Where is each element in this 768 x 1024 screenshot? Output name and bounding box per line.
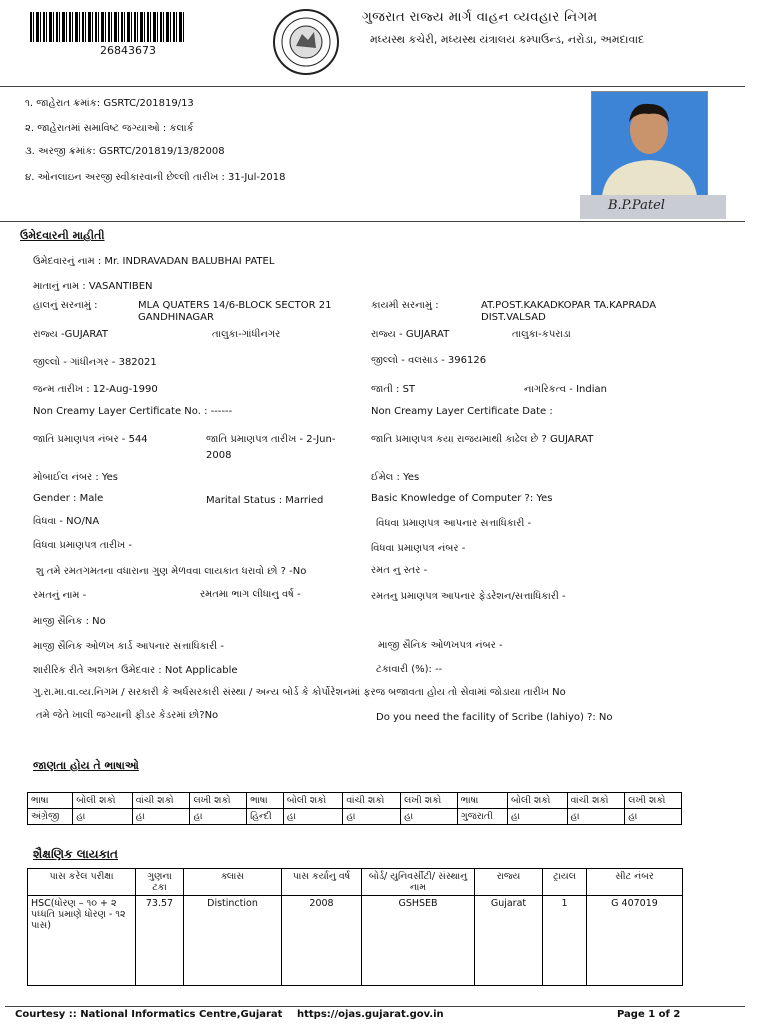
- table-cell: પાસ કરેલ પરીક્ષા: [28, 869, 136, 896]
- permanent-address-label: કાયમી સરનામું :: [371, 300, 439, 311]
- caste: જાતી : ST: [371, 384, 416, 395]
- caste-certificate-date-2: 2008: [206, 450, 232, 461]
- table-cell: વાંચી શકો: [343, 793, 401, 809]
- table-row: [28, 896, 683, 986]
- gender: Gender : Male: [33, 493, 104, 504]
- sports-qualification: શુ તમે રમતગમતના વધારાના ગુણ મેળવવા લાયકાત ધરાવો છો ? -No: [36, 566, 307, 577]
- header-divider: [0, 86, 745, 87]
- education-table: [27, 868, 683, 986]
- table-cell: સીટ નંબર: [587, 869, 683, 896]
- footer-divider: [5, 1006, 745, 1007]
- signature-text: B.P.Patel: [608, 198, 665, 213]
- languages-table: [27, 792, 682, 825]
- widow-certificate-number: વિધવા પ્રમાણપત્ર નંબર -: [371, 543, 466, 554]
- application-number: ૩. અરજી ક્રમાંક: GSRTC/201819/13/82008: [25, 146, 225, 157]
- sports-level: રમત નુ સ્તર -: [371, 565, 428, 576]
- table-cell: રાજ્ય: [475, 869, 543, 896]
- org-address: મધ્યસ્થ કચેરી, મધ્યસ્થ યંત્રાલય કમ્પાઉન્ડ, નરોડા, અમદાવાદ: [370, 33, 645, 46]
- permanent-taluka: તાલુકા-કપરાડા: [512, 329, 571, 340]
- ncl-certificate-date: Non Creamy Layer Certificate Date :: [371, 406, 553, 417]
- permanent-address-line1: AT.POST.KAKADKOPAR TA.KAPRADA: [481, 300, 657, 311]
- disability-percentage: ટકાવારી (%): --: [376, 664, 443, 675]
- table-cell: હા: [190, 809, 247, 825]
- ex-serviceman: માજી સૈનિક : No: [33, 616, 106, 627]
- section-divider: [0, 221, 745, 222]
- caste-certificate-number: જાતિ પ્રમાણપત્ર નંબર - 544: [33, 434, 148, 445]
- advert-posts: ૨. જાહેરાતમાં સમાવિષ્ટ જગ્યાઓ : કલાર્ક: [25, 123, 194, 134]
- table-cell: Gujarat: [475, 896, 543, 986]
- table-cell: G 407019: [587, 896, 683, 986]
- table-cell: હા: [567, 809, 625, 825]
- footer-courtesy: Courtesy :: National Informatics Centre,Gujarat: [15, 1009, 283, 1020]
- table-cell: ભાષા: [247, 793, 284, 809]
- candidate-section-title: ઉમેદવારની માહીતી: [20, 229, 105, 242]
- candidate-signature: [580, 195, 726, 219]
- widow-certificate-authority: વિધવા પ્રમાણપત્ર આપનાર સત્તાધિકારી -: [376, 518, 532, 529]
- table-cell: 2008: [282, 896, 362, 986]
- table-cell: HSC(ધોરણ – ૧૦ + ૨ પધ્ધતિ પ્રમાણે ધોરણ - ૧૨ પાસ): [28, 896, 136, 986]
- education-section-title: શૈક્ષણિક લાયકાત: [33, 847, 118, 861]
- sport-certificate-authority: રમતનુ પ્રમાણપત્ર આપનાર ફેડરેશન/સત્તાધિકારી -: [371, 591, 566, 602]
- current-taluka: તાલુકા-ગાંધીનગર: [212, 329, 281, 340]
- mobile-number: મોબાઈલ નંબર : Yes: [33, 472, 119, 483]
- table-cell: વાંચી શકો: [132, 793, 190, 809]
- physical-disability: શારીરિક રીતે અશક્ત ઉમેદવાર : Not Applicable: [33, 665, 238, 676]
- current-address-line1: MLA QUATERS 14/6-BLOCK SECTOR 21: [138, 300, 332, 311]
- table-cell: ક્લાસ: [184, 869, 282, 896]
- table-cell: બોલી શકો: [73, 793, 132, 809]
- email: ઈમેલ : Yes: [371, 472, 420, 483]
- ncl-certificate-number: Non Creamy Layer Certificate No. : ------: [33, 406, 233, 417]
- table-cell: ગુણના ટકા: [136, 869, 184, 896]
- candidate-name: ઉમેદવારનું નામ : Mr. INDRAVADAN BALUBHAI PATEL: [33, 256, 275, 267]
- table-cell: GSHSEB: [362, 896, 475, 986]
- table-row: [28, 793, 682, 809]
- nationality: નાગરિકત્વ - Indian: [524, 384, 607, 395]
- sport-name: રમતનું નામ -: [33, 590, 87, 601]
- sport-participation-year: રમતમા ભાગ લીધાનુ વર્ષ -: [200, 589, 301, 600]
- languages-section-title: જાણતા હોય તે ભાષાઓ: [33, 759, 139, 772]
- marital-status: Marital Status : Married: [206, 495, 324, 506]
- table-row: [28, 809, 682, 825]
- table-cell: ગુજરાતી: [457, 809, 507, 825]
- current-address-label: હાલનું સરનામું :: [33, 300, 98, 311]
- mother-name: માતાનું નામ : VASANTIBEN: [33, 281, 153, 292]
- gsrtc-logo-icon: [272, 8, 340, 76]
- table-cell: અંગ્રેજી: [28, 809, 73, 825]
- org-name: ગુજરાત રાજ્ય માર્ગ વાહન વ્યવહાર નિગમ: [362, 9, 598, 25]
- table-cell: લખી શકો: [190, 793, 247, 809]
- table-cell: હા: [508, 809, 567, 825]
- table-cell: ભાષા: [28, 793, 73, 809]
- current-state: રાજ્ય -GUJARAT: [33, 329, 109, 340]
- table-cell: વાંચી શકો: [567, 793, 625, 809]
- table-cell: હા: [343, 809, 401, 825]
- widow-status: વિધવા - NO/NA: [33, 516, 100, 527]
- feeder-cadre: તમે જેતે ખાલી જગ્યાની ફીડર કેડરમાં છો?No: [36, 710, 219, 721]
- footer-page-number: Page 1 of 2: [617, 1009, 681, 1020]
- table-cell: Distinction: [184, 896, 282, 986]
- permanent-district: જીલ્લો - વલસાડ - 396126: [371, 355, 487, 366]
- table-cell: 73.57: [136, 896, 184, 986]
- scribe-facility: Do you need the facility of Scribe (lahiyo) ?: No: [376, 712, 613, 723]
- table-cell: હા: [283, 809, 342, 825]
- ex-serviceman-card-number: માજી સૈનિક ઓળખપત્ર નંબર -: [378, 640, 503, 651]
- caste-certificate-state: જાતિ પ્રમાણપત્ર કયા રાજયમાથી કાઢેલ છે ? GUJARAT: [371, 434, 594, 445]
- table-cell: બોર્ડ/ યુનિવર્સીટી/ સંસ્થાનુ નામ: [362, 869, 475, 896]
- date-of-birth: જન્મ તારીખ : 12-Aug-1990: [33, 384, 158, 395]
- permanent-state: રાજ્ય - GUJARAT: [371, 329, 450, 340]
- table-cell: હા: [401, 809, 458, 825]
- barcode-number: 26843673: [100, 44, 156, 57]
- table-cell: બોલી શકો: [283, 793, 342, 809]
- permanent-address-line2: DIST.VALSAD: [481, 312, 546, 323]
- table-cell: લખી શકો: [401, 793, 458, 809]
- table-cell: હા: [625, 809, 682, 825]
- computer-knowledge: Basic Knowledge of Computer ?: Yes: [371, 493, 553, 504]
- advert-number: ૧. જાહેરાત ક્રમાંક: GSRTC/201819/13: [25, 98, 194, 109]
- current-address-line2: GANDHINAGAR: [138, 312, 214, 323]
- table-cell: લખી શકો: [625, 793, 682, 809]
- table-row: [28, 869, 683, 896]
- ex-serviceman-card-authority: માજી સૈનિક ઓળખ કાર્ડ આપનાર સત્તાધિકારી -: [33, 641, 224, 652]
- table-cell: હા: [73, 809, 132, 825]
- widow-certificate-date: વિધવા પ્રમાણપત્ર તારીખ -: [33, 540, 133, 551]
- government-service-date: ગુ.રા.મા.વા.વ્ય.નિગમ / સરકારી કે અર્ધસરકારી સંસ્થા / અન્ય બોર્ડ કે કોર્પોરેશનમાં ફરજ બજાવતા હોય તો સેવામાં જોડાયા તારીખ No: [33, 687, 566, 698]
- footer-website-link[interactable]: https://ojas.gujarat.gov.in: [297, 1009, 444, 1020]
- candidate-photo: [591, 91, 708, 197]
- table-cell: પાસ કર્યાનુ વર્ષ: [282, 869, 362, 896]
- table-cell: હા: [132, 809, 190, 825]
- table-cell: બોલી શકો: [508, 793, 567, 809]
- barcode: [30, 12, 186, 42]
- current-district: જીલ્લો - ગાંધીનગર - 382021: [33, 357, 157, 368]
- table-cell: 1: [543, 896, 587, 986]
- caste-certificate-date-1: જાતિ પ્રમાણપત્ર તારીખ - 2-Jun-: [206, 434, 336, 445]
- table-cell: હિન્દી: [247, 809, 284, 825]
- table-cell: ટ્રાયલ: [543, 869, 587, 896]
- last-date: ૪. ઓનલાઇન અરજી સ્વીકારવાની છેલ્લી તારીખ : 31-Jul-2018: [25, 172, 286, 183]
- table-cell: ભાષા: [457, 793, 507, 809]
